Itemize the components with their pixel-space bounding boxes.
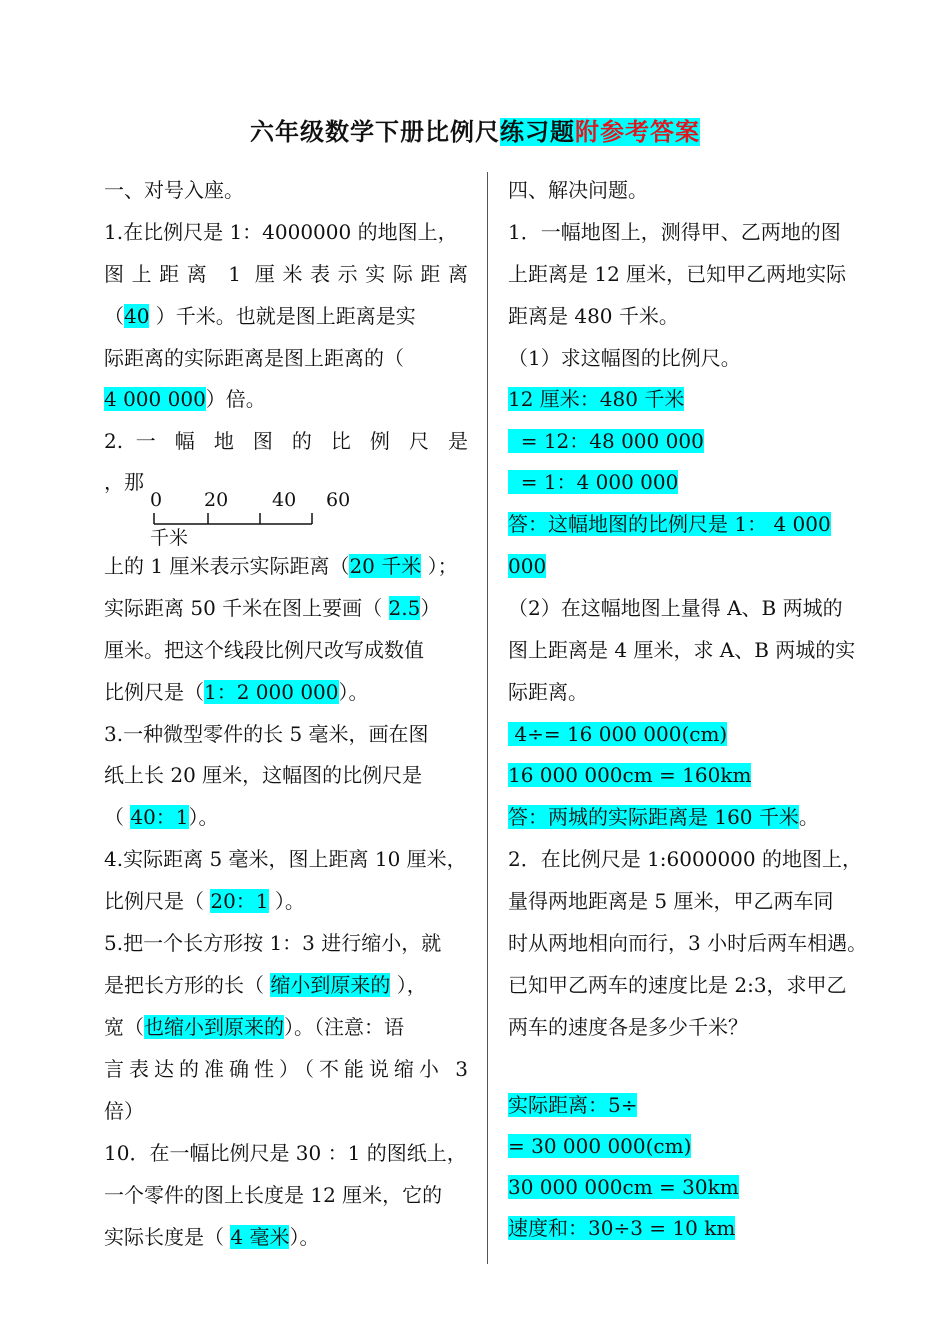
q4-answer: 20：1 <box>210 889 269 913</box>
scale-tick-label: 40 <box>272 489 297 511</box>
q1-line3: （40 ）千米。也就是图上距离是实 <box>104 304 416 328</box>
q5-line2: 是把长方形的长（ 缩小到原来的 ）， <box>104 973 427 997</box>
q3-answer: 40：1 <box>130 805 189 829</box>
q2-answer3: 1：2 000 000 <box>204 680 339 704</box>
p2-line4: 已知甲乙两车的速度比是 2:3，求甲乙 <box>508 973 847 997</box>
p2-line5: 两车的速度各是多少千米？ <box>508 1015 748 1039</box>
scale-bar <box>150 510 320 526</box>
q5-line5: 倍） <box>104 1099 144 1123</box>
q2-line3: 上的 1 厘米表示实际距离（20 千米 ）； <box>104 554 458 578</box>
p1-sub2-line3: 际距离。 <box>508 680 588 704</box>
title-part2: 练习题 <box>500 118 575 146</box>
q1-line2: 图上距离 1 厘米表示实际距离 <box>104 262 468 286</box>
title-part1: 六年级数学下册比例尺 <box>250 118 500 146</box>
p1-line1: 1．一幅地图上，测得甲、乙两地的图 <box>508 220 841 244</box>
p2-answer-line1: 实际距离：5÷ <box>508 1093 638 1117</box>
p1-sub2-line1: （2）在这幅地图上量得 A、B 两城的 <box>508 596 843 620</box>
p1-answer-line7: 16 000 000cm = 160km <box>508 763 752 787</box>
p1-answer-line6: 4÷= 16 000 000(cm) <box>508 722 728 746</box>
q3-line1: 3.一种微型零件的长 5 毫米，画在图 <box>104 722 429 746</box>
q10-line1: 10．在一幅比例尺是 30 ：1 的图纸上， <box>104 1141 467 1165</box>
p2-answer-line2: = 30 000 000(cm) <box>508 1134 692 1158</box>
scale-unit: 千米 <box>150 527 189 549</box>
q1-answer2: 4 000 000 <box>104 387 206 411</box>
q2-line4: 实际距离 50 千米在图上要画（ 2.5） <box>104 596 441 620</box>
q5-line3: 宽（也缩小到原来的）。（注意：语 <box>104 1015 404 1039</box>
q10-line2: 一个零件的图上长度是 12 厘米，它的 <box>104 1183 443 1207</box>
p1-answer-line1: 12 厘米：480 千米 <box>508 387 685 411</box>
p1-answer-line5: 000 <box>508 554 547 578</box>
p2-answer-line3: 30 000 000cm = 30km <box>508 1175 739 1199</box>
p1-answer-line3: = 1：4 000 000 <box>508 470 679 494</box>
line-scale <box>150 488 390 548</box>
q3-line3: （ 40：1）。 <box>104 805 219 829</box>
q10-answer: 4 毫米 <box>230 1225 290 1249</box>
p1-answer-line2: = 12：48 000 000 <box>508 429 704 453</box>
q4-line1: 4.实际距离 5 毫米，图上距离 10 厘米， <box>104 847 467 871</box>
q1-answer1: 40 <box>124 304 150 328</box>
scale-tick-label: 60 <box>326 489 351 511</box>
column-divider <box>487 172 488 1264</box>
left-heading: 一、对号入座。 <box>104 178 244 202</box>
q5-line4: 言表达的准确性）（不能说缩小 3 <box>104 1057 468 1081</box>
scale-tick-label: 0 <box>150 489 163 511</box>
right-heading: 四、解决问题。 <box>508 178 648 202</box>
p1-answer-line4: 答：这幅地图的比例尺是 1： 4 000 <box>508 512 831 536</box>
p2-line3: 时从两地相向而行，3 小时后两车相遇。 <box>508 931 868 955</box>
q4-line2: 比例尺是（ 20：1 ）。 <box>104 889 305 913</box>
q5-answer2: 也缩小到原来的 <box>144 1015 284 1039</box>
q1-line1: 1.在比例尺是 1：4000000 的地图上， <box>104 220 458 244</box>
p1-sub1: （1）求这幅图的比例尺。 <box>508 346 741 370</box>
q5-answer1: 缩小到原来的 <box>270 973 391 997</box>
p2-line2: 量得两地距离是 5 厘米，甲乙两车同 <box>508 889 834 913</box>
page-title <box>0 114 950 150</box>
q1-line5: 4 000 000）倍。 <box>104 387 266 411</box>
q10-line3: 实际长度是（ 4 毫米）。 <box>104 1225 320 1249</box>
title-part3: 附参考答案 <box>575 118 700 146</box>
p2-line1: 2．在比例尺是 1:6000000 的地图上， <box>508 847 862 871</box>
q2-answer2: 2.5 <box>388 596 421 620</box>
p1-answer-line8: 答：两城的实际距离是 160 千米。 <box>508 805 819 829</box>
p1-line3: 距离是 480 千米。 <box>508 304 679 328</box>
q2-line2: ，那 <box>104 470 144 494</box>
q2-line6: 比例尺是（1：2 000 000）。 <box>104 680 369 704</box>
p1-sub2-line2: 图上距离是 4 厘米，求 A、B 两城的实 <box>508 638 856 662</box>
q3-line2: 纸上长 20 厘米，这幅图的比例尺是 <box>104 763 423 787</box>
q2-line5: 厘米。把这个线段比例尺改写成数值 <box>104 638 424 662</box>
q1-line4: 际距离的实际距离是图上距离的（ <box>104 346 404 370</box>
p1-line2: 上距离是 12 厘米，已知甲乙两地实际 <box>508 262 847 286</box>
q2-answer1: 20 千米 <box>349 554 422 578</box>
p2-answer-line4: 速度和：30÷3 = 10 km <box>508 1216 736 1240</box>
q2-line1: 2. 一 幅 地 图 的 比 例 尺 是 <box>104 429 468 453</box>
scale-tick-label: 20 <box>204 489 229 511</box>
q5-line1: 5.把一个长方形按 1：3 进行缩小，就 <box>104 931 442 955</box>
